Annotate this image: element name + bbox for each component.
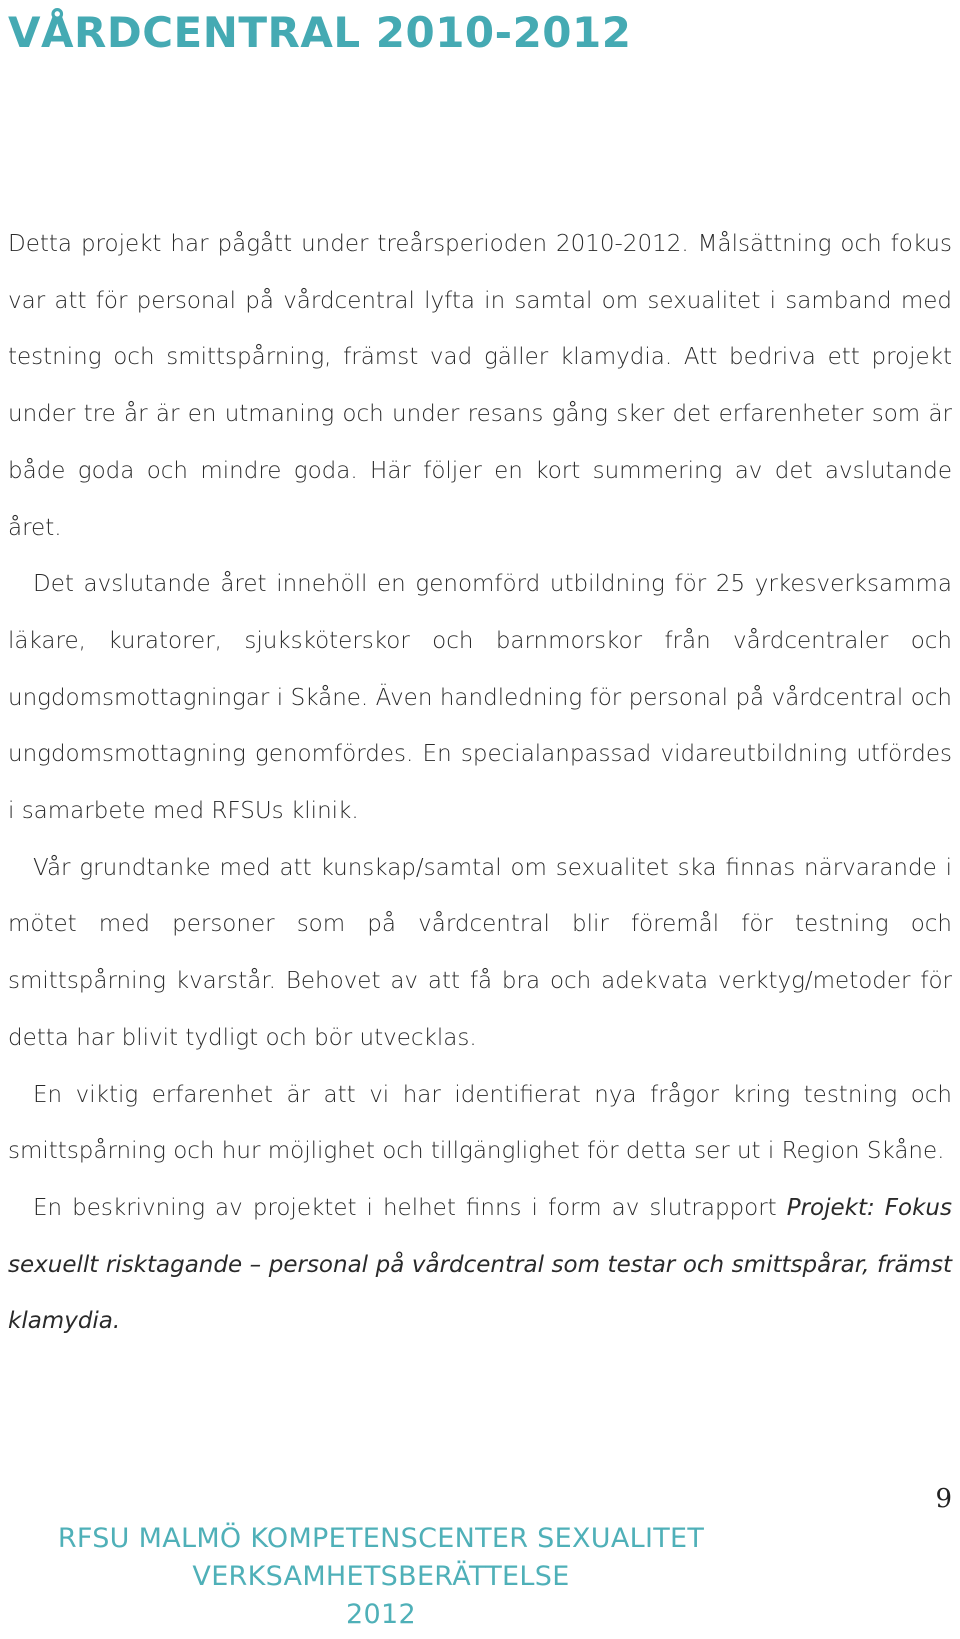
paragraph-intro: Detta projekt har pågått under treårsperioden 2010-2012. Målsättning och fokus var att för personal på vårdcentral lyfta in samtal om sexualitet i samband med testning och smittspårning, främst vad gäller klamydia. Att bedriva ett projekt under tre år är en utmaning och under resans gång sker det erfarenheter som är både goda och mindre goda. Här följer en kort summering av det avslutande året.: [8, 231, 952, 541]
footer-year: 2012: [346, 1599, 416, 1630]
report-title: Projekt: Fokus sexuellt risktagande – personal på vårdcentral som testar och smittspårar, främst klamydia.: [8, 1194, 952, 1335]
footer-report-type: VERKSAMHETSBERÄTTELSE: [192, 1561, 570, 1592]
paragraph-final-report: [8, 1180, 952, 1350]
paragraph-final-year: Det avslutande året innehöll en genomförd utbildning för 25 yrkesverksamma läkare, kuratorer, sjuksköterskor och barnmorskor från vårdcentraler och ungdomsmottagningar i Skåne. Även handledning för personal på vårdcentral och ungdomsmottagning genomfördes. En specialanpassad vidareutbildning utfördes i samarbete med RFSUs klinik.: [8, 571, 952, 825]
footer-organization: RFSU MALMÖ KOMPETENSCENTER SEXUALITET: [57, 1523, 705, 1554]
paragraph-core-idea: Vår grundtanke med att kunskap/samtal om sexualitet ska finnas närvarande i mötet med personer som på vårdcentral blir föremål för testning och smittspårning kvarstår. Behovet av att få bra och adekvata verktyg/metoder för detta har blivit tydligt och bör utvecklas.: [8, 854, 952, 1051]
paragraph-experience: En viktig erfarenhet är att vi har identifierat nya frågor kring testning och smittspårning och hur möjlighet och tillgänglighet för detta ser ut i Region Skåne.: [8, 1081, 952, 1165]
page-number: 9: [935, 1484, 952, 1514]
final-report-text: En beskrivning av projektet i helhet finns i form av slutrapport: [33, 1194, 787, 1221]
footer: [0, 1520, 762, 1634]
section-heading: VÅRDCENTRAL 2010-2012: [8, 8, 632, 57]
body-text: [8, 216, 952, 1350]
